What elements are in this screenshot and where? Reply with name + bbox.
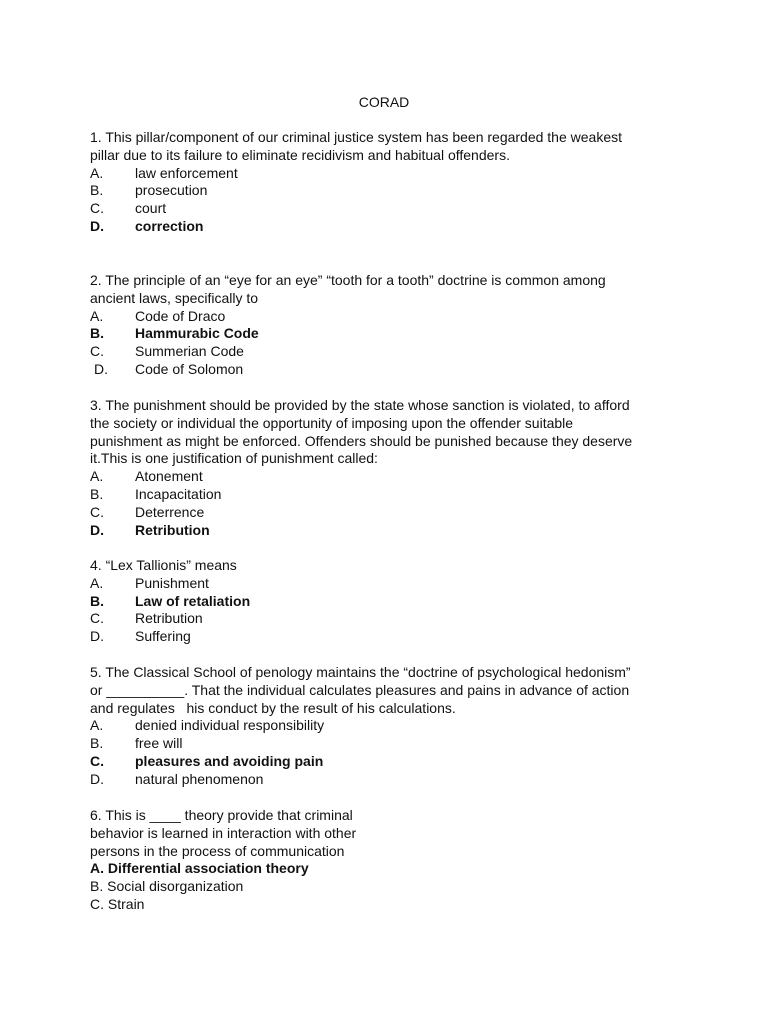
option-b: B. Social disorganization <box>90 878 244 895</box>
option-a <box>90 308 680 326</box>
option-c <box>90 610 680 628</box>
question-text-line: 2. The principle of an “eye for an eye” “tooth for a tooth” doctrine is common among <box>90 272 606 288</box>
question-text-line: the society or individual the opportunity of imposing upon the offender suitable <box>90 414 574 431</box>
question-5 <box>90 664 680 789</box>
option-text: Law of retaliation <box>135 592 251 609</box>
option-text: Suffering <box>135 628 191 645</box>
option-a <box>90 575 680 593</box>
option-letter: C. <box>90 503 104 520</box>
option-text: denied individual responsibility <box>135 717 325 734</box>
option-letter: C. <box>90 200 104 217</box>
option-letter: A. <box>90 717 104 734</box>
option-text: Summerian Code <box>135 343 244 360</box>
option-letter: D. <box>90 770 104 787</box>
question-text-line: punishment as might be enforced. Offenders should be punished because they deserve <box>90 432 633 449</box>
option-c-correct <box>90 753 680 771</box>
option-letter: A. <box>90 307 104 324</box>
option-c <box>90 343 680 361</box>
option-a-correct: A. Differential association theory <box>90 860 309 877</box>
question-text-line: ancient laws, specifically to <box>90 289 259 306</box>
question-text-line: behavior is learned in interaction with other <box>90 824 357 841</box>
option-letter: B. <box>90 182 104 199</box>
option-letter: A. <box>90 468 104 485</box>
option-text: Incapacitation <box>135 485 222 502</box>
option-b <box>90 735 680 753</box>
option-letter: D. <box>90 521 104 538</box>
question-text-line: pillar due to its failure to eliminate recidivism and habitual offenders. <box>90 146 510 163</box>
option-letter: A. <box>90 164 104 181</box>
option-letter: A. <box>90 574 104 591</box>
option-text: Retribution <box>135 521 210 538</box>
question-text-line: or __________. That the individual calculates pleasures and pains in advance of action <box>90 681 630 698</box>
question-text-line: and regulates his conduct by the result of his calculations. <box>90 699 456 716</box>
question-text-line: 4. “Lex Tallionis” means <box>90 557 237 573</box>
option-d-correct <box>90 522 680 540</box>
option-text: free will <box>135 735 183 752</box>
option-text: Atonement <box>135 468 203 485</box>
option-letter: D. <box>90 628 104 645</box>
question-1 <box>90 129 680 236</box>
question-6 <box>90 807 680 914</box>
option-text: Retribution <box>135 610 203 627</box>
option-text: Hammurabic Code <box>135 325 259 342</box>
option-text: correction <box>135 217 204 234</box>
option-letter: B. <box>90 485 104 502</box>
option-text: Code of Draco <box>135 307 226 324</box>
option-text: pleasures and avoiding pain <box>135 752 324 769</box>
option-letter: D. <box>90 217 104 234</box>
question-4 <box>90 557 680 646</box>
page-title: CORAD <box>358 94 410 110</box>
question-text-line: it.This is one justification of punishment called: <box>90 450 378 467</box>
option-d <box>90 628 680 646</box>
option-b-correct <box>90 593 680 611</box>
option-text: Punishment <box>135 574 209 591</box>
question-2 <box>90 272 680 379</box>
option-letter: C. <box>90 752 104 769</box>
option-letter: C. <box>90 610 104 627</box>
option-b <box>90 182 680 200</box>
question-text-line: 6. This is ____ theory provide that criminal <box>90 807 353 823</box>
option-c <box>90 504 680 522</box>
option-letter: D. <box>94 360 108 377</box>
question-text-line: 5. The Classical School of penology maintains the “doctrine of psychological hedonism” <box>90 664 631 680</box>
question-text-line: persons in the process of communication <box>90 842 345 859</box>
question-text-line: 3. The punishment should be provided by the state whose sanction is violated, to afford <box>90 397 630 413</box>
option-text: Code of Solomon <box>135 360 244 377</box>
option-letter: C. <box>90 343 104 360</box>
option-c <box>90 200 680 218</box>
question-text-line: 1. This pillar/component of our criminal justice system has been regarded the weakest <box>90 129 623 145</box>
option-text: court <box>135 200 167 217</box>
option-d <box>90 361 680 379</box>
option-letter: B. <box>90 592 104 609</box>
option-text: prosecution <box>135 182 208 199</box>
option-d-correct <box>90 218 680 236</box>
option-text: natural phenomenon <box>135 770 264 787</box>
option-a <box>90 165 680 183</box>
option-letter: B. <box>90 735 104 752</box>
option-d <box>90 771 680 789</box>
option-a <box>90 468 680 486</box>
option-c: C. Strain <box>90 895 145 912</box>
option-b <box>90 486 680 504</box>
option-letter: B. <box>90 325 104 342</box>
option-text: law enforcement <box>135 164 238 181</box>
option-b-correct <box>90 325 680 343</box>
option-text: Deterrence <box>135 503 205 520</box>
question-3 <box>90 397 680 539</box>
option-a <box>90 717 680 735</box>
